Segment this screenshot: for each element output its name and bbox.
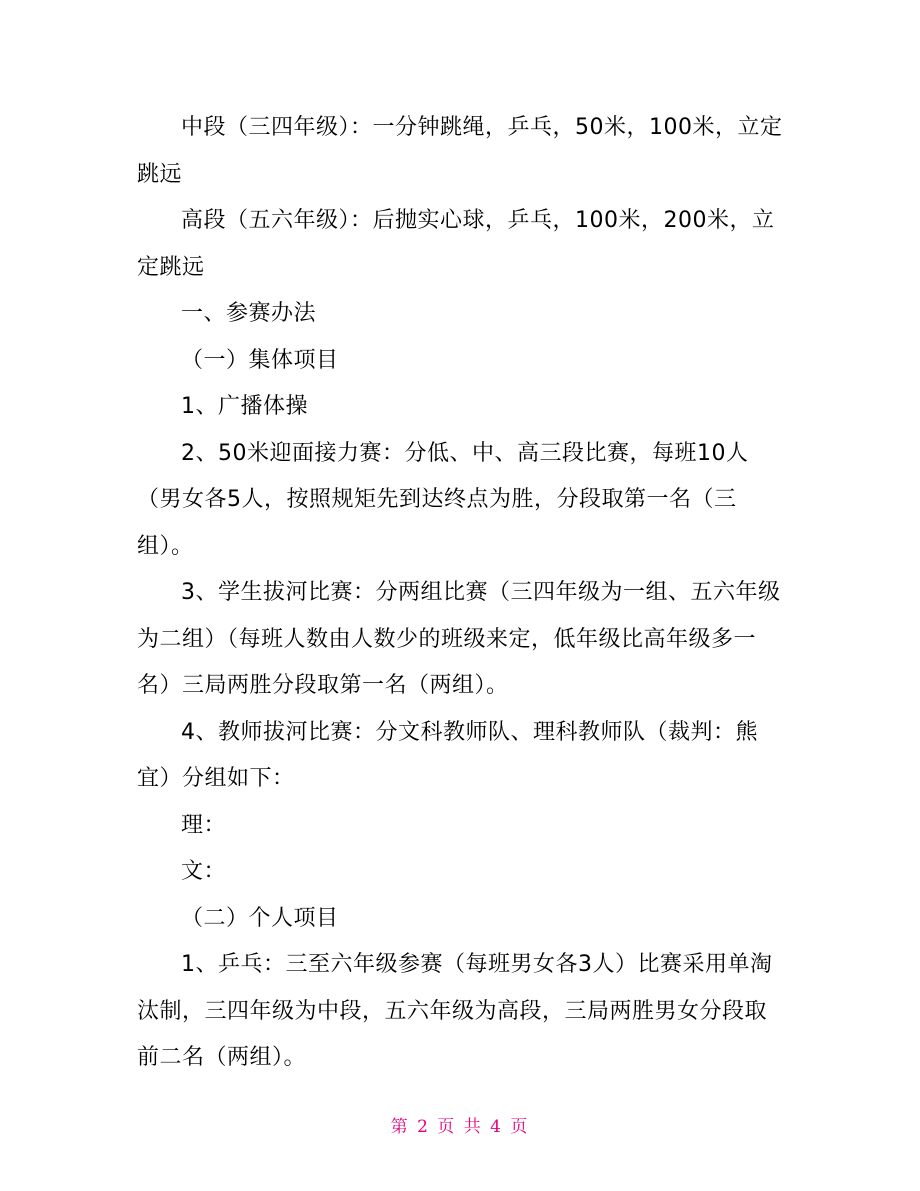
page-number-footer: 第 2 页 共 4 页	[390, 1117, 530, 1137]
subsection-heading-individual-events: （二）个人项目	[181, 905, 339, 931]
list-item-teacher-tug-of-war: 4、教师拔河比赛：分文科教师队、理科教师队（裁判：熊宜）分组如下：	[137, 719, 758, 791]
subsection-heading-group-events: （一）集体项目	[181, 347, 339, 373]
list-item-table-tennis: 1、乒乓：三至六年级参赛（每班男女各3人）比赛采用单淘汰制，三四年级为中段，五六年级为高段，三局两胜男女分段取前二名（两组）。	[137, 952, 773, 1070]
document-body	[137, 105, 787, 1082]
paragraph-middle-grade-events: 中段（三四年级）：一分钟跳绳，乒乓，50米，100米，立定跳远	[137, 115, 783, 187]
team-arts-label: 文：	[181, 859, 227, 884]
section-heading-participation-rules: 一、参赛办法	[181, 301, 317, 326]
paragraph-high-grade-events: 高段（五六年级）：后抛实心球，乒乓，100米，200米，立定跳远	[137, 208, 775, 280]
team-science-label: 理：	[181, 812, 227, 838]
list-item-broadcast-exercise: 1、广播体操	[181, 394, 308, 419]
list-item-relay-race: 2、50米迎面接力赛：分低、中、高三段比赛，每班10人（男女各5人，按照规矩先到达终点为胜，分段取第一名（三组）。	[137, 440, 749, 559]
list-item-student-tug-of-war: 3、学生拔河比赛：分两组比赛（三四年级为一组、五六年级为二组）（每班人数由人数少的班级来定，低年级比高年级多一名）三局两胜分段取第一名（两组）。	[137, 580, 781, 698]
